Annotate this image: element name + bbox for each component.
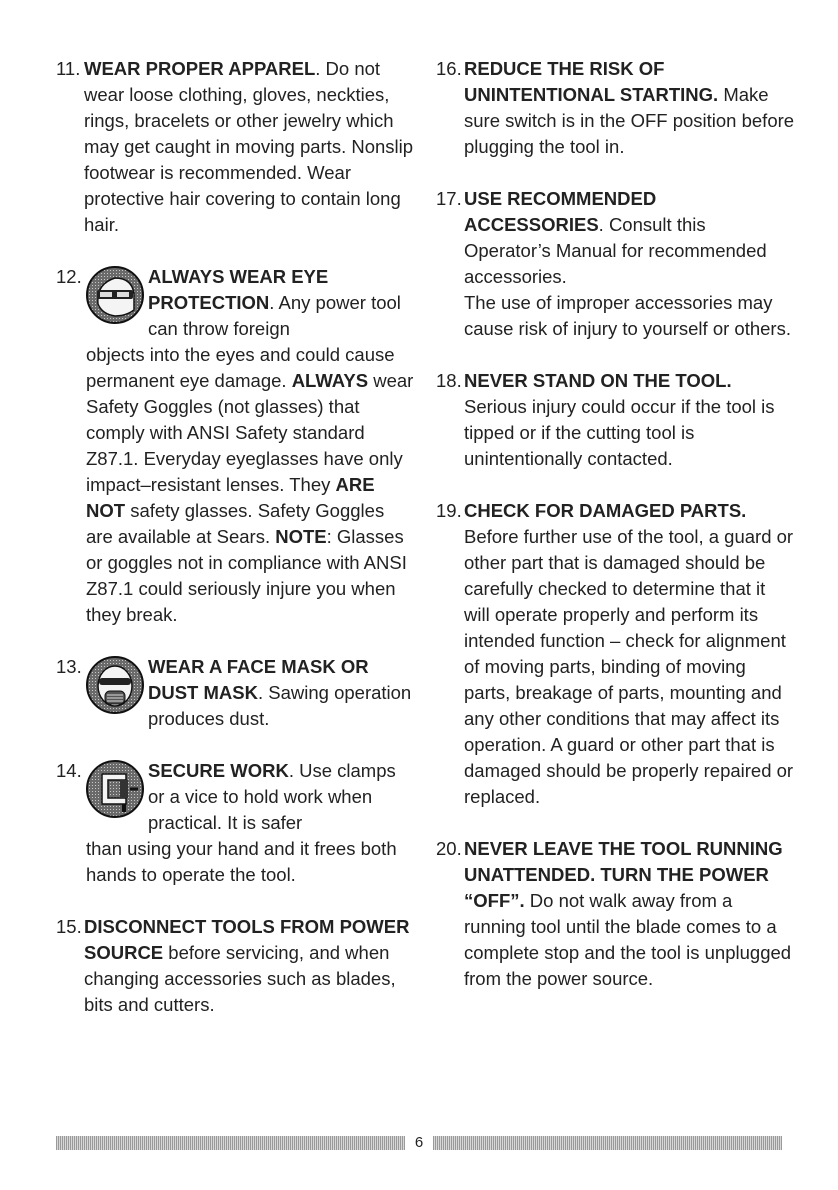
item-body: Before further use of the tool, a guard or other part that is damaged should be carefully checked to determine that it will operate properly and perform its intended function – check for alignment of moving parts, binding of moving parts, breakage of parts, mounting and any other conditions that may affect its operation. A guard or other part that is damaged should be properly repaired or replaced.	[464, 526, 794, 807]
item-body: . Any power tool can throw foreign	[148, 292, 401, 339]
item-body: Serious injury could occur if the tool is tipped or if the cutting tool is unintentionally contacted.	[464, 396, 775, 469]
item-body: . Consult this Operator’s Manual for recommended accessories.	[464, 214, 767, 287]
item-15	[56, 914, 416, 1018]
emphasis: ALWAYS	[291, 370, 369, 391]
emphasis: NOTE	[275, 526, 327, 547]
item-body: . Use clamps or a vice to hold work when practical. It is safer	[148, 760, 396, 833]
item-body: before servicing, and when changing accessories such as blades, bits and cutters.	[84, 942, 396, 1015]
item-heading: NEVER STAND ON THE TOOL.	[464, 370, 732, 391]
item-11	[56, 56, 416, 238]
item-body: The use of improper accessories may cause risk of injury to yourself or others.	[464, 292, 791, 339]
item-body: . Do not wear loose clothing, gloves, neckties, rings, bracelets or other jewelry which may get caught in moving parts. Nonslip footwear is recommended. Wear protective hair covering to contain long hair.	[84, 58, 414, 235]
item-heading: CHECK FOR DAMAGED PARTS.	[464, 500, 747, 521]
item-18	[436, 368, 796, 472]
page-footer	[56, 1133, 782, 1153]
clamp-icon	[86, 758, 144, 820]
right-column	[436, 56, 796, 1018]
footer-rule-left	[56, 1136, 405, 1150]
item-12	[56, 264, 416, 628]
item-heading: WEAR A FACE MASK OR DUST MASK	[148, 656, 369, 703]
item-heading: REDUCE THE RISK OF UNINTENTIONAL STARTING.	[464, 58, 719, 105]
item-heading: SECURE WORK	[148, 760, 289, 781]
item-body: Make sure switch is in the OFF position before plugging the tool in.	[464, 84, 795, 157]
item-17	[436, 186, 796, 342]
item-number: 14.	[56, 760, 82, 781]
item-number: 13.	[56, 656, 82, 677]
item-14	[56, 758, 416, 888]
item-heading: DISCONNECT TOOLS FROM POWER SOURCE	[84, 916, 410, 963]
item-body: Do not walk away from a running tool until the blade comes to a complete stop and the tool is unplugged from the power source.	[464, 890, 792, 989]
item-heading: USE RECOMMENDED ACCESSORIES	[464, 188, 657, 235]
item-13	[56, 654, 416, 732]
item-number: 15.	[56, 916, 82, 937]
item-number: 16.	[436, 58, 462, 79]
item-number: 12.	[56, 266, 82, 287]
emphasis: ARE NOT	[86, 474, 375, 521]
item-body: than using your hand and it frees both hands to operate the tool.	[86, 838, 397, 885]
page-number: 6	[414, 1134, 424, 1151]
item-number: 18.	[436, 370, 462, 391]
item-number: 19.	[436, 500, 462, 521]
item-heading: WEAR PROPER APPAREL	[84, 58, 316, 79]
item-heading: NEVER LEAVE THE TOOL RUNNING UNATTENDED. TURN THE POWER “OFF”.	[464, 838, 783, 911]
item-number: 11.	[56, 58, 81, 79]
item-body: objects into the eyes and could cause permanent eye damage.	[86, 344, 395, 391]
item-heading: ALWAYS WEAR EYE PROTECTION	[148, 266, 329, 313]
item-body: . Sawing operation produces dust.	[148, 682, 412, 729]
item-number: 17.	[436, 188, 462, 209]
footer-rule-right	[433, 1136, 782, 1150]
item-number: 20.	[436, 838, 462, 859]
item-19	[436, 498, 796, 810]
item-body: : Glasses or goggles not in compliance with ANSI Z87.1 could seriously injure you when they break.	[86, 526, 407, 625]
item-body: safety glasses. Safety Goggles are available at Sears.	[86, 500, 385, 547]
item-body: wear Safety Goggles (not glasses) that comply with ANSI Safety standard Z87.1. Everyday eyeglasses have only impact–resistant lenses. They	[86, 370, 414, 495]
item-16	[436, 56, 796, 160]
dust-mask-icon	[86, 654, 144, 716]
safety-goggles-icon	[86, 264, 144, 326]
left-column	[56, 56, 416, 1044]
item-20	[436, 836, 796, 992]
